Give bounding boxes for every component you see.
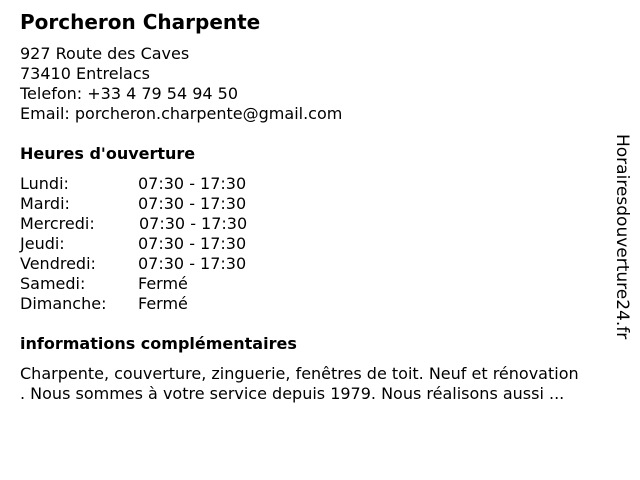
additional-info-heading: informations complémentaires	[20, 334, 297, 353]
hours-time-value: Fermé	[138, 274, 188, 293]
opening-hours-heading: Heures d'ouverture	[20, 144, 196, 163]
hours-day-label: Samedi:	[20, 274, 86, 293]
hours-time-value: Fermé	[138, 294, 188, 313]
hours-time-value: 07:30 - 17:30	[139, 214, 248, 233]
hours-time-value: 07:30 - 17:30	[138, 174, 247, 193]
hours-time-value: 07:30 - 17:30	[138, 254, 247, 273]
phone-line: Telefon: +33 4 79 54 94 50	[20, 84, 239, 103]
hours-day-label: Mardi:	[20, 194, 70, 213]
hours-day-label: Vendredi:	[20, 254, 96, 273]
hours-day-label: Lundi:	[20, 174, 69, 193]
hours-day-label: Jeudi:	[20, 234, 65, 253]
hours-time-value: 07:30 - 17:30	[138, 194, 247, 213]
email-line: Email: porcheron.charpente@gmail.com	[20, 104, 343, 123]
hours-time-value: 07:30 - 17:30	[138, 234, 247, 253]
address-line-city: 73410 Entrelacs	[20, 64, 150, 83]
hours-day-label: Dimanche:	[20, 294, 107, 313]
business-name: Porcheron Charpente	[20, 10, 261, 34]
address-line-street: 927 Route des Caves	[20, 44, 190, 63]
hours-day-label: Mercredi:	[20, 214, 95, 233]
additional-info-line: Charpente, couverture, zinguerie, fenêtres de toit. Neuf et rénovation	[20, 364, 579, 383]
site-watermark: Horairesdouverture24.fr	[612, 134, 632, 340]
additional-info-line: . Nous sommes à votre service depuis 1979. Nous réalisons aussi ...	[20, 384, 565, 403]
